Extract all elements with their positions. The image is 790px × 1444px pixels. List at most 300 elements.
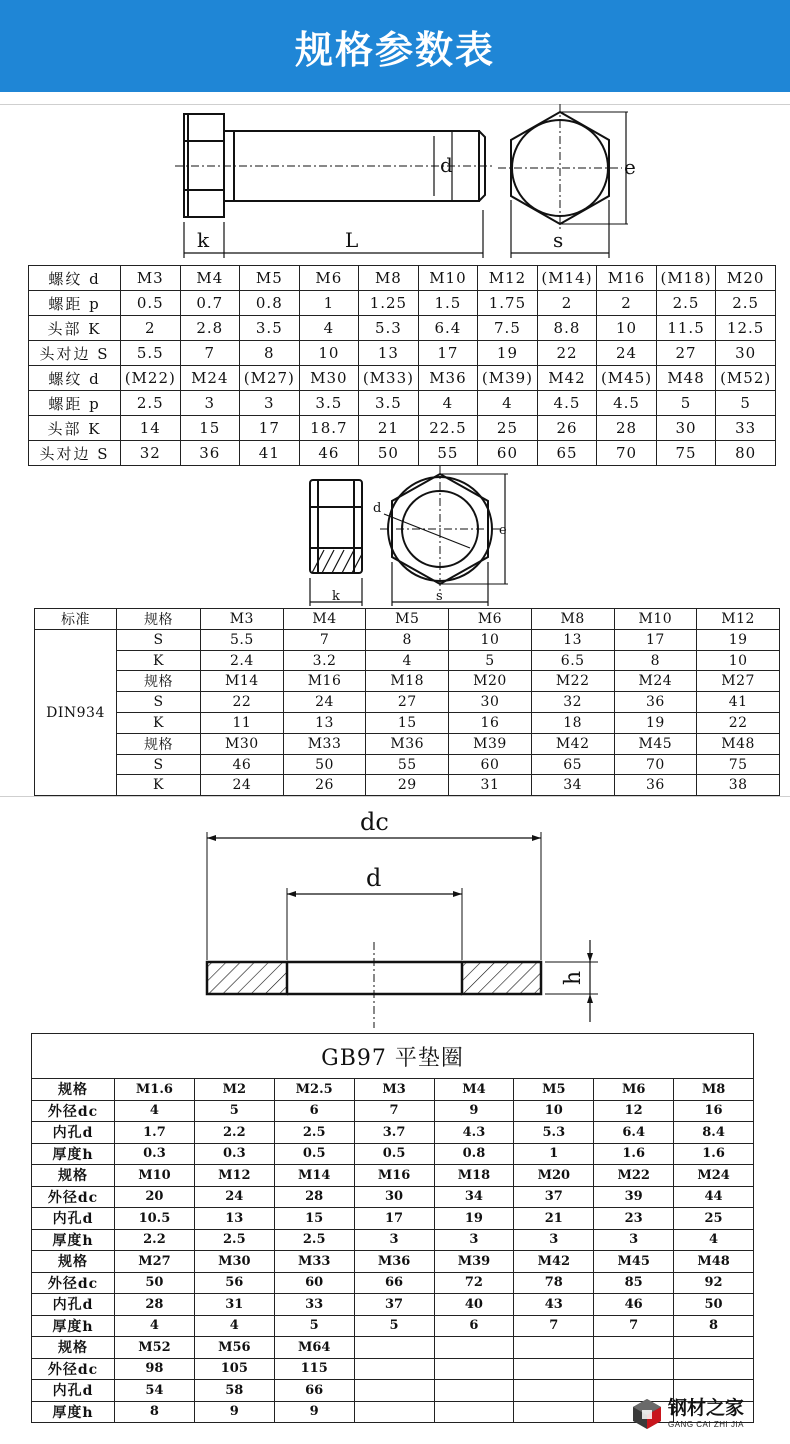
table-cell: 37 — [514, 1186, 594, 1208]
table-cell: 21 — [514, 1208, 594, 1230]
table-cell: 11.5 — [656, 316, 716, 341]
row-header: 外径dc — [32, 1272, 115, 1294]
nut-label-d: d — [373, 501, 382, 516]
table-cell: 36 — [180, 441, 240, 466]
table-cell: 1.5 — [418, 291, 478, 316]
table-cell: 30 — [656, 416, 716, 441]
table-cell — [594, 1358, 674, 1380]
row-header: 厚度h — [32, 1143, 115, 1165]
table-cell: 2 — [597, 291, 657, 316]
table-cell: 0.7 — [180, 291, 240, 316]
table-cell: 65 — [537, 441, 597, 466]
row-header: S — [117, 630, 201, 651]
table-cell: M33 — [283, 733, 366, 754]
table-cell: 22.5 — [418, 416, 478, 441]
table-cell: 0.8 — [434, 1143, 514, 1165]
table-cell: 18.7 — [299, 416, 359, 441]
table-cell: 55 — [418, 441, 478, 466]
table-cell: 24 — [194, 1186, 274, 1208]
table-cell: M22 — [594, 1165, 674, 1187]
table-cell: 10 — [597, 316, 657, 341]
brand-pinyin: GANG CAI ZHI JIA — [668, 1420, 745, 1429]
table-cell: 24 — [597, 341, 657, 366]
row-header: 厚度h — [32, 1401, 115, 1423]
table-cell: 4 — [115, 1100, 195, 1122]
table-cell: 9 — [194, 1401, 274, 1423]
table-cell: M2 — [194, 1079, 274, 1101]
table-cell: 36 — [614, 692, 697, 713]
table-cell: 10.5 — [115, 1208, 195, 1230]
table-cell: 50 — [674, 1294, 754, 1316]
table-cell: 29 — [366, 775, 449, 796]
table-cell: M10 — [418, 266, 478, 291]
row-header: 规格 — [32, 1165, 115, 1187]
nut-label-k: k — [332, 589, 340, 604]
table-cell: 66 — [274, 1380, 354, 1402]
table-cell: M39 — [434, 1251, 514, 1273]
table-cell: M5 — [240, 266, 300, 291]
table-cell: 46 — [299, 441, 359, 466]
row-header: 头部 K — [29, 316, 121, 341]
table-cell: 2.5 — [194, 1229, 274, 1251]
table-cell: M14 — [274, 1165, 354, 1187]
table-cell: 11 — [201, 713, 284, 734]
table-cell: 6 — [434, 1315, 514, 1337]
brand-logo — [630, 1392, 785, 1436]
table-cell: 33 — [274, 1294, 354, 1316]
table-cell: M48 — [697, 733, 780, 754]
table-cell: 2.5 — [656, 291, 716, 316]
table-cell: 8.4 — [674, 1122, 754, 1144]
table-cell: 16 — [674, 1100, 754, 1122]
label-s: s — [553, 228, 564, 252]
table-cell: 3 — [514, 1229, 594, 1251]
table-cell: 7 — [354, 1100, 434, 1122]
table-cell: 85 — [594, 1272, 674, 1294]
standard-cell: DIN934 — [35, 630, 117, 796]
table-cell: M3 — [121, 266, 181, 291]
table-cell: M52 — [115, 1337, 195, 1359]
table-cell: 33 — [716, 416, 776, 441]
table-cell: 7 — [283, 630, 366, 651]
table-cell: 5.3 — [359, 316, 419, 341]
table-cell — [434, 1380, 514, 1402]
table-cell: M48 — [656, 366, 716, 391]
table-cell: M16 — [283, 671, 366, 692]
column-header: M8 — [531, 609, 614, 630]
table-cell: 54 — [115, 1380, 195, 1402]
table-cell: 19 — [434, 1208, 514, 1230]
table-title: GB97 平垫圈 — [32, 1034, 754, 1079]
table-cell: 66 — [354, 1272, 434, 1294]
table-cell: 105 — [194, 1358, 274, 1380]
table-cell: (M18) — [656, 266, 716, 291]
row-header: 内孔d — [32, 1380, 115, 1402]
row-header: 规格 — [32, 1337, 115, 1359]
table-cell: 75 — [697, 754, 780, 775]
column-header: M5 — [366, 609, 449, 630]
table-cell: M64 — [274, 1337, 354, 1359]
table-cell: M12 — [194, 1165, 274, 1187]
table-cell: 13 — [283, 713, 366, 734]
table-cell: 5 — [274, 1315, 354, 1337]
table-cell: 70 — [614, 754, 697, 775]
table-cell: 1.75 — [478, 291, 538, 316]
row-header: 内孔d — [32, 1122, 115, 1144]
table-cell: M8 — [359, 266, 419, 291]
table-cell: 60 — [449, 754, 532, 775]
table-cell: 80 — [716, 441, 776, 466]
table-cell: M18 — [434, 1165, 514, 1187]
table-cell: 30 — [716, 341, 776, 366]
row-header: 厚度h — [32, 1229, 115, 1251]
table-cell: 20 — [115, 1186, 195, 1208]
table-cell: M12 — [478, 266, 538, 291]
washer-spec-table — [31, 1033, 754, 1423]
table-cell: 40 — [434, 1294, 514, 1316]
table-cell: 28 — [597, 416, 657, 441]
label-L: L — [345, 228, 359, 252]
table-cell: 2.5 — [121, 391, 181, 416]
table-cell — [434, 1337, 514, 1359]
table-cell: 26 — [537, 416, 597, 441]
table-row — [32, 1165, 754, 1187]
table-cell: 28 — [274, 1186, 354, 1208]
table-cell: 14 — [121, 416, 181, 441]
table-cell: 24 — [201, 775, 284, 796]
table-cell: 3 — [354, 1229, 434, 1251]
table-cell: 15 — [366, 713, 449, 734]
row-header: 厚度h — [32, 1315, 115, 1337]
table-cell: 17 — [354, 1208, 434, 1230]
table-cell: 46 — [201, 754, 284, 775]
table-cell: 8 — [240, 341, 300, 366]
table-cell: 3 — [180, 391, 240, 416]
table-cell: 19 — [697, 630, 780, 651]
table-cell: 115 — [274, 1358, 354, 1380]
table-cell: 1.6 — [594, 1143, 674, 1165]
table-cell: M36 — [354, 1251, 434, 1273]
table-cell: 31 — [194, 1294, 274, 1316]
table-cell: 2.5 — [274, 1229, 354, 1251]
table-cell: 50 — [115, 1272, 195, 1294]
table-cell: 1 — [514, 1143, 594, 1165]
table-cell: 0.5 — [121, 291, 181, 316]
table-cell: M56 — [194, 1337, 274, 1359]
table-cell: M20 — [716, 266, 776, 291]
table-cell: 50 — [359, 441, 419, 466]
column-header: M3 — [201, 609, 284, 630]
table-cell — [354, 1401, 434, 1423]
table-cell — [594, 1337, 674, 1359]
table-cell: 70 — [597, 441, 657, 466]
table-cell: 2 — [121, 316, 181, 341]
table-cell: 3.5 — [240, 316, 300, 341]
column-header: M6 — [449, 609, 532, 630]
table-cell: 4.3 — [434, 1122, 514, 1144]
table-cell: 7 — [514, 1315, 594, 1337]
table-cell: 0.3 — [194, 1143, 274, 1165]
table-cell: 10 — [299, 341, 359, 366]
row-header: 头对边 S — [29, 341, 121, 366]
washer-label-h: h — [561, 970, 586, 985]
table-cell: 3 — [594, 1229, 674, 1251]
table-cell — [514, 1401, 594, 1423]
table-cell: M18 — [366, 671, 449, 692]
table-cell: 6.4 — [594, 1122, 674, 1144]
table-cell: 8 — [115, 1401, 195, 1423]
table-cell: 30 — [354, 1186, 434, 1208]
table-cell: 3.5 — [359, 391, 419, 416]
table-cell: M8 — [674, 1079, 754, 1101]
table-cell: 2 — [537, 291, 597, 316]
row-header: 头对边 S — [29, 441, 121, 466]
row-header: S — [117, 692, 201, 713]
table-row — [32, 1186, 754, 1208]
table-cell: (M14) — [537, 266, 597, 291]
table-cell: 44 — [674, 1186, 754, 1208]
table-cell: 18 — [531, 713, 614, 734]
table-cell: 22 — [537, 341, 597, 366]
table-cell: 9 — [274, 1401, 354, 1423]
table-cell: 10 — [514, 1100, 594, 1122]
page-title: 规格参数表 — [294, 27, 495, 72]
table-cell: 22 — [697, 713, 780, 734]
column-header: 规格 — [117, 609, 201, 630]
table-cell: 7 — [180, 341, 240, 366]
row-header: 规格 — [32, 1079, 115, 1101]
table-cell: 2.2 — [194, 1122, 274, 1144]
table-row — [32, 1100, 754, 1122]
table-cell: 4.5 — [597, 391, 657, 416]
washer-label-d: d — [366, 864, 382, 892]
table-cell: M45 — [614, 733, 697, 754]
table-cell: 21 — [359, 416, 419, 441]
table-cell: 5 — [449, 650, 532, 671]
row-header: K — [117, 775, 201, 796]
row-header: 外径dc — [32, 1358, 115, 1380]
table-cell: M24 — [614, 671, 697, 692]
table-cell: 8 — [674, 1315, 754, 1337]
table-cell: 3.2 — [283, 650, 366, 671]
row-header: 螺距 p — [29, 391, 121, 416]
table-cell: M30 — [299, 366, 359, 391]
row-header: 头部 K — [29, 416, 121, 441]
table-cell: 25 — [674, 1208, 754, 1230]
label-e: e — [624, 155, 636, 179]
table-cell — [514, 1380, 594, 1402]
table-cell — [354, 1380, 434, 1402]
table-cell: M16 — [597, 266, 657, 291]
table-cell: M48 — [674, 1251, 754, 1273]
table-cell: M4 — [180, 266, 240, 291]
column-header: M4 — [283, 609, 366, 630]
table-cell: M20 — [449, 671, 532, 692]
row-header: K — [117, 713, 201, 734]
table-cell: M30 — [201, 733, 284, 754]
table-cell: 5 — [354, 1315, 434, 1337]
table-cell: 43 — [514, 1294, 594, 1316]
table-cell: 65 — [531, 754, 614, 775]
row-header: 螺距 p — [29, 291, 121, 316]
row-header: K — [117, 650, 201, 671]
table-cell: 1.7 — [115, 1122, 195, 1144]
table-cell: 6 — [274, 1100, 354, 1122]
row-header: 内孔d — [32, 1294, 115, 1316]
table-cell: 1.25 — [359, 291, 419, 316]
table-cell — [434, 1358, 514, 1380]
table-cell: M24 — [674, 1165, 754, 1187]
table-cell: M42 — [514, 1251, 594, 1273]
table-cell: M4 — [434, 1079, 514, 1101]
table-cell: 4 — [115, 1315, 195, 1337]
table-cell — [354, 1358, 434, 1380]
column-header: M10 — [614, 609, 697, 630]
table-cell — [674, 1358, 754, 1380]
table-cell: 24 — [283, 692, 366, 713]
table-cell: M36 — [366, 733, 449, 754]
table-cell: M22 — [531, 671, 614, 692]
table-row — [32, 1122, 754, 1144]
table-cell: 5.3 — [514, 1122, 594, 1144]
table-cell: 60 — [478, 441, 538, 466]
table-cell: 37 — [354, 1294, 434, 1316]
table-cell: 3 — [240, 391, 300, 416]
table-cell: 0.8 — [240, 291, 300, 316]
table-cell: 17 — [418, 341, 478, 366]
nut-label-s: s — [436, 589, 443, 604]
table-cell: 5.5 — [121, 341, 181, 366]
table-cell: 78 — [514, 1272, 594, 1294]
washer-label-dc: dc — [360, 808, 389, 836]
row-header: 外径dc — [32, 1100, 115, 1122]
table-cell: 32 — [121, 441, 181, 466]
table-cell: 19 — [478, 341, 538, 366]
table-cell: 15 — [274, 1208, 354, 1230]
table-cell: 0.5 — [274, 1143, 354, 1165]
table-cell: 7 — [594, 1315, 674, 1337]
table-cell: 5.5 — [201, 630, 284, 651]
table-cell: 58 — [194, 1380, 274, 1402]
row-header: 外径dc — [32, 1186, 115, 1208]
table-cell: 22 — [201, 692, 284, 713]
row-header: S — [117, 754, 201, 775]
table-cell: M14 — [201, 671, 284, 692]
table-cell: 13 — [359, 341, 419, 366]
table-cell: 12 — [594, 1100, 674, 1122]
row-header: 螺纹 d — [29, 366, 121, 391]
table-cell — [514, 1358, 594, 1380]
table-cell: 60 — [274, 1272, 354, 1294]
table-cell: 46 — [594, 1294, 674, 1316]
table-cell: 19 — [614, 713, 697, 734]
table-cell: 6.4 — [418, 316, 478, 341]
table-cell: M36 — [418, 366, 478, 391]
table-cell: 39 — [594, 1186, 674, 1208]
nut-label-e: e — [499, 523, 507, 538]
table-cell — [514, 1337, 594, 1359]
table-cell: M3 — [354, 1079, 434, 1101]
brand-name: 钢材之家 — [668, 1397, 745, 1419]
row-header: 规格 — [117, 671, 201, 692]
table-cell: 56 — [194, 1272, 274, 1294]
table-cell: 13 — [531, 630, 614, 651]
table-cell: 3 — [434, 1229, 514, 1251]
table-cell — [674, 1337, 754, 1359]
column-header: M12 — [697, 609, 780, 630]
table-cell: 32 — [531, 692, 614, 713]
table-cell: (M39) — [478, 366, 538, 391]
table-cell: 28 — [115, 1294, 195, 1316]
table-cell: 7.5 — [478, 316, 538, 341]
table-cell: 2.4 — [201, 650, 284, 671]
table-cell: 92 — [674, 1272, 754, 1294]
table-cell: 31 — [449, 775, 532, 796]
table-cell: 5 — [194, 1100, 274, 1122]
table-cell: 12.5 — [716, 316, 776, 341]
table-title-row — [32, 1034, 754, 1079]
table-cell: 1.6 — [674, 1143, 754, 1165]
table-cell: M20 — [514, 1165, 594, 1187]
table-cell: 27 — [366, 692, 449, 713]
table-cell — [354, 1337, 434, 1359]
table-cell: 30 — [449, 692, 532, 713]
table-cell: M10 — [115, 1165, 195, 1187]
table-cell: 4 — [366, 650, 449, 671]
table-cell: 0.3 — [115, 1143, 195, 1165]
table-cell: 17 — [614, 630, 697, 651]
table-cell: 10 — [449, 630, 532, 651]
table-cell: 34 — [531, 775, 614, 796]
table-cell: 23 — [594, 1208, 674, 1230]
table-cell: 4 — [194, 1315, 274, 1337]
table-row — [32, 1251, 754, 1273]
table-cell: M30 — [194, 1251, 274, 1273]
table-cell: 4 — [299, 316, 359, 341]
table-cell: 15 — [180, 416, 240, 441]
table-cell: M6 — [594, 1079, 674, 1101]
table-cell: 4.5 — [537, 391, 597, 416]
table-row — [32, 1358, 754, 1380]
row-header: 规格 — [32, 1251, 115, 1273]
table-cell: 50 — [283, 754, 366, 775]
table-cell: 3.7 — [354, 1122, 434, 1144]
table-cell: 4 — [478, 391, 538, 416]
column-header: 标准 — [35, 609, 117, 630]
table-cell: M6 — [299, 266, 359, 291]
table-cell: 38 — [697, 775, 780, 796]
table-cell: 8 — [366, 630, 449, 651]
table-row — [32, 1143, 754, 1165]
row-header: 规格 — [117, 733, 201, 754]
table-row — [32, 1294, 754, 1316]
table-cell: 26 — [283, 775, 366, 796]
table-cell: (M45) — [597, 366, 657, 391]
table-row — [32, 1208, 754, 1230]
table-cell: 9 — [434, 1100, 514, 1122]
table-cell: 1 — [299, 291, 359, 316]
table-cell: 72 — [434, 1272, 514, 1294]
table-cell: 27 — [656, 341, 716, 366]
label-k: k — [197, 228, 210, 252]
table-cell: 8 — [614, 650, 697, 671]
table-row — [32, 1272, 754, 1294]
table-cell: M27 — [697, 671, 780, 692]
table-cell: 2.2 — [115, 1229, 195, 1251]
table-cell: M27 — [115, 1251, 195, 1273]
table-cell: (M27) — [240, 366, 300, 391]
table-cell: M24 — [180, 366, 240, 391]
